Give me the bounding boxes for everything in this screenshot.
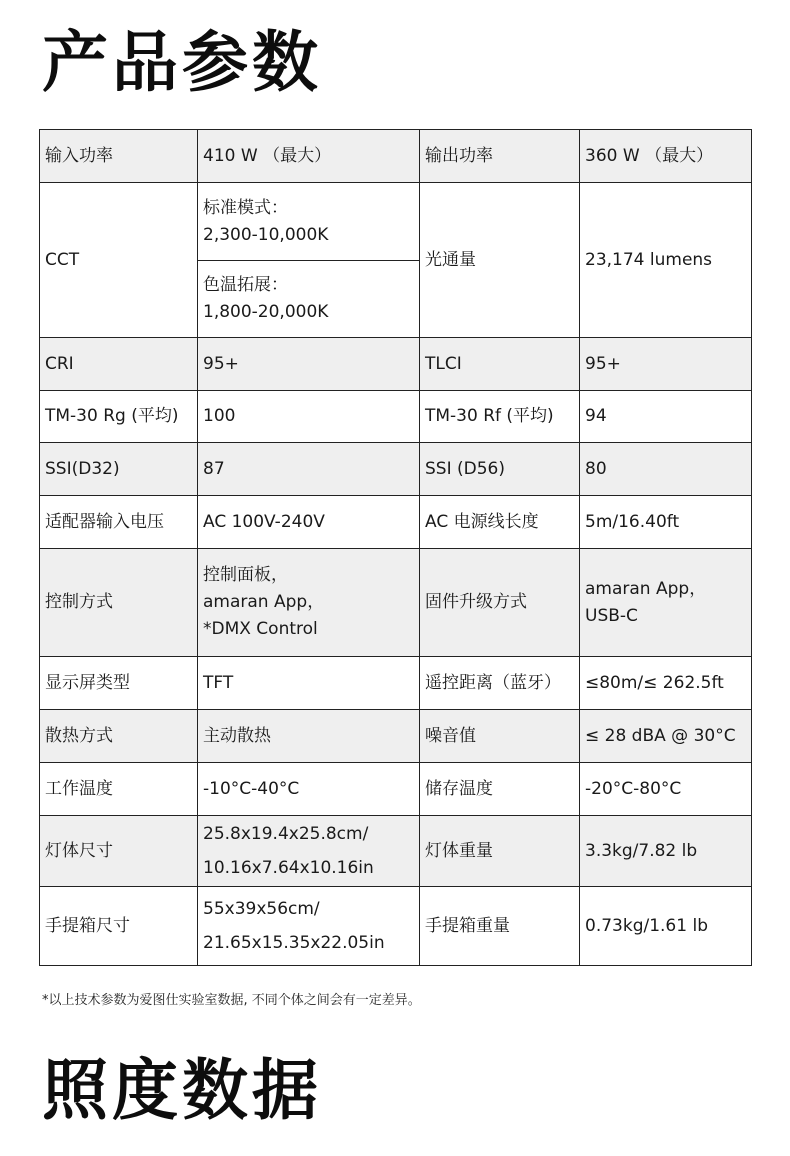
spec-label: 输入功率 (40, 130, 198, 183)
spec-label: 散热方式 (40, 710, 198, 763)
spec-value-cct-extended (198, 261, 420, 338)
cct-standard-title: 标准模式： (203, 197, 288, 218)
spec-value-cct-standard (198, 183, 420, 261)
spec-label: 固件升级方式 (420, 549, 580, 657)
spec-row-case (40, 887, 752, 966)
spec-label: TM-30 Rf (平均) (420, 391, 580, 443)
spec-row-ssi (40, 443, 752, 496)
spec-label: TM-30 Rg (平均) (40, 391, 198, 443)
spec-value: 80 (580, 443, 752, 496)
page-title: 产品参数 (42, 24, 322, 101)
spec-value: 3.3kg/7.82 lb (580, 816, 752, 887)
spec-value: 5m/16.40ft (580, 496, 752, 549)
spec-label: 储存温度 (420, 763, 580, 816)
spec-value: 410 W （最大） (198, 130, 420, 183)
spec-label: 适配器输入电压 (40, 496, 198, 549)
spec-value: 360 W （最大） (580, 130, 752, 183)
spec-label: 输出功率 (420, 130, 580, 183)
spec-value: 94 (580, 391, 752, 443)
case-size-line: 21.65x15.35x22.05in (203, 933, 385, 953)
spec-label: 显示屏类型 (40, 657, 198, 710)
spec-row-cct (40, 183, 752, 261)
spec-label: 灯体重量 (420, 816, 580, 887)
spec-label: SSI (D56) (420, 443, 580, 496)
spec-value: TFT (198, 657, 420, 710)
spec-value: ≤ 28 dBA @ 30°C (580, 710, 752, 763)
spec-row-voltage (40, 496, 752, 549)
firmware-method-line: amaran App， (585, 578, 707, 599)
spec-label: 灯体尺寸 (40, 816, 198, 887)
spec-label: CRI (40, 338, 198, 391)
spec-value: 87 (198, 443, 420, 496)
control-method-line: amaran App， (203, 592, 325, 612)
spec-row-display (40, 657, 752, 710)
spec-value: 95+ (198, 338, 420, 391)
spec-value: -10°C-40°C (198, 763, 420, 816)
case-size-line: 55x39x56cm/ (203, 899, 320, 919)
spec-table (39, 129, 752, 966)
footnote: *以上技术参数为爱图仕实验室数据, 不同个体之间会有一定差异。 (42, 993, 421, 1008)
spec-label: 工作温度 (40, 763, 198, 816)
spec-row-tm30 (40, 391, 752, 443)
spec-value: 主动散热 (198, 710, 420, 763)
spec-row-temperature (40, 763, 752, 816)
body-size-line: 25.8x19.4x25.8cm/ (203, 824, 369, 844)
spec-value: 100 (198, 391, 420, 443)
spec-row-body (40, 816, 752, 887)
spec-label: 手提箱尺寸 (40, 887, 198, 966)
spec-label: TLCI (420, 338, 580, 391)
cct-extended-range: 1,800-20,000K (203, 302, 329, 322)
spec-value: 95+ (580, 338, 752, 391)
spec-label: SSI(D32) (40, 443, 198, 496)
body-size-line: 10.16x7.64x10.16in (203, 858, 374, 878)
spec-label: 控制方式 (40, 549, 198, 657)
spec-value: AC 100V-240V (198, 496, 420, 549)
control-method-line: 控制面板， (203, 565, 288, 585)
spec-label: 手提箱重量 (420, 887, 580, 966)
spec-label: CCT (40, 183, 198, 338)
spec-value: ≤80m/≤ 262.5ft (580, 657, 752, 710)
section-title: 照度数据 (42, 1052, 322, 1129)
spec-value-body-size (198, 816, 420, 887)
spec-row-control (40, 549, 752, 657)
spec-row-cooling (40, 710, 752, 763)
spec-label: 遥控距离（蓝牙） (420, 657, 580, 710)
spec-value-firmware (580, 549, 752, 657)
spec-value: 23,174 lumens (580, 183, 752, 338)
spec-row-cri (40, 338, 752, 391)
spec-value: 0.73kg/1.61 lb (580, 887, 752, 966)
spec-label: 光通量 (420, 183, 580, 338)
control-method-line: *DMX Control (203, 619, 318, 639)
spec-label: AC 电源线长度 (420, 496, 580, 549)
cct-standard-range: 2,300-10,000K (203, 224, 329, 245)
spec-value: -20°C-80°C (580, 763, 752, 816)
spec-value-control (198, 549, 420, 657)
spec-value-case-size (198, 887, 420, 966)
firmware-method-line: USB-C (585, 605, 638, 626)
spec-label: 噪音值 (420, 710, 580, 763)
cct-extended-title: 色温拓展： (203, 275, 288, 295)
spec-row-power (40, 130, 752, 183)
